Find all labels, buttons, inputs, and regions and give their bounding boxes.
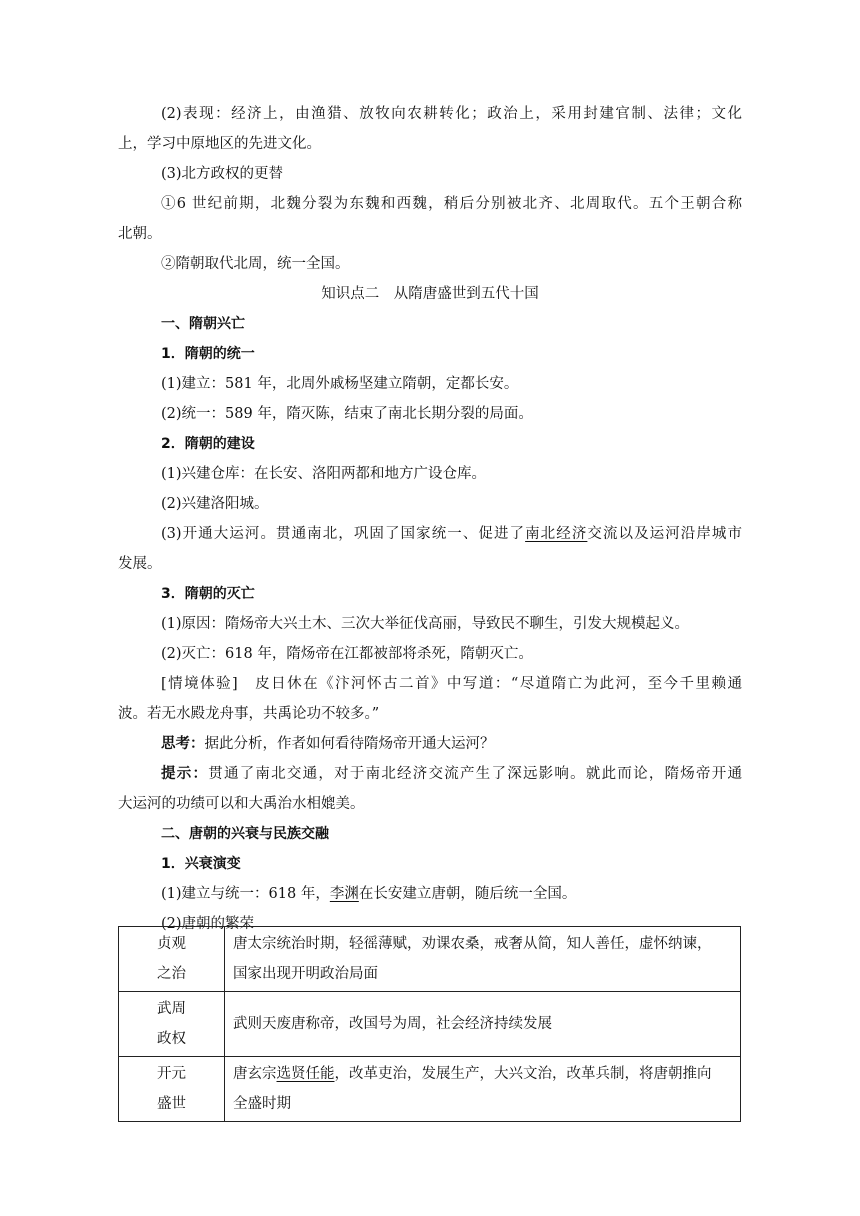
item-grand-canal-line1 <box>161 524 742 544</box>
heading-sui-fall: 3．隋朝的灭亡 <box>161 586 255 602</box>
value-text: ，改革吏治，发展生产，大兴文治，改革兵制，将唐朝推向 <box>334 1066 712 1082</box>
think-question <box>161 734 742 754</box>
table-row <box>119 992 741 1057</box>
canal-text-after: 交流以及运河沿岸城市 <box>587 526 743 542</box>
tang-text-before: (1)建立与统一：618 年， <box>161 886 330 902</box>
key-line: 之治 <box>157 966 186 982</box>
scenario-line2: 波。若无水殿龙舟事，共禹论功不较多。” <box>118 706 380 722</box>
value-line: 国家出现开明政治局面 <box>233 966 378 982</box>
scenario-text: 皮日休在《汴河怀古二首》中写道：“尽道隋亡为此河，至今千里赖通 <box>237 676 742 692</box>
item-demise: (2)灭亡：618 年，隋炀帝在江都被部将杀死，隋朝灭亡。 <box>161 646 533 662</box>
paragraph-north-regime-heading: (3)北方政权的更替 <box>161 166 284 182</box>
tang-text-after: 在长安建立唐朝，随后统一全国。 <box>358 886 577 902</box>
table-value-cell <box>225 992 741 1057</box>
item-cause: (1)原因：隋炀帝大兴土木、三次大举征伐高丽，导致民不聊生，引发大规模起义。 <box>161 616 690 632</box>
heading-evolution: 1．兴衰演变 <box>161 856 241 872</box>
value-line: 武则天废唐称帝，改国号为周，社会经济持续发展 <box>233 1016 552 1032</box>
underlined-term-li-yuan: 李渊 <box>329 886 359 902</box>
item-tang-founding <box>161 884 742 904</box>
scenario-tag: [情境体验] <box>161 676 238 692</box>
key-line: 开元 <box>157 1066 186 1082</box>
paragraph-northern-wei-line2: 北朝。 <box>118 226 162 242</box>
item-unification: (2)统一：589 年，隋灭陈，结束了南北长期分裂的局面。 <box>161 406 533 422</box>
hint-text: 贯通了南北交通，对于南北经济交流产生了深远影响。就此而论，隋炀帝开通 <box>208 766 743 782</box>
item-founding: (1)建立：581 年，北周外戚杨坚建立隋朝，定都长安。 <box>161 376 519 392</box>
value-line <box>233 1059 734 1089</box>
tang-prosperity-table <box>118 926 741 1122</box>
heading-sui-rise-fall: 一、隋朝兴亡 <box>161 316 245 332</box>
table-key-cell <box>119 927 225 992</box>
paragraph-manifestation-line2: 上，学习中原地区的先进文化。 <box>118 136 321 152</box>
key-line: 盛世 <box>157 1096 186 1112</box>
table-key-cell <box>119 1057 225 1122</box>
table-row <box>119 1057 741 1122</box>
section-title: 知识点二 从隋唐盛世到五代十国 <box>321 286 539 302</box>
paragraph-northern-wei-line1: ①6 世纪前期，北魏分裂为东魏和西魏，稍后分别被北齐、北周取代。五个王朝合称 <box>161 196 742 212</box>
item-grand-canal-line2: 发展。 <box>118 556 162 572</box>
hint-line2: 大运河的功绩可以和大禹治水相媲美。 <box>118 796 365 812</box>
value-line: 唐太宗统治时期，轻徭薄赋，劝课农桑，戒奢从简，知人善任，虚怀纳谏， <box>233 936 712 952</box>
underlined-term-north-south-economy: 南北经济 <box>525 526 588 542</box>
key-line: 贞观 <box>157 936 186 952</box>
think-label: 思考： <box>161 736 205 752</box>
think-text: 据此分析，作者如何看待隋炀帝开通大运河？ <box>204 736 495 752</box>
item-tang-prosperity: (2)唐朝的繁荣 <box>161 916 255 932</box>
key-line: 武周 <box>157 1001 186 1017</box>
paragraph-sui-replaces: ②隋朝取代北周，统一全国。 <box>161 256 350 272</box>
table-value-cell <box>225 1057 741 1122</box>
heading-sui-construction: 2．隋朝的建设 <box>161 436 255 452</box>
table-key-cell <box>119 992 225 1057</box>
canal-text-before: (3)开通大运河。贯通南北，巩固了国家统一、促进了 <box>161 526 526 542</box>
table-value-cell <box>225 927 741 992</box>
underlined-term-talent-selection: 选贤任能 <box>276 1066 335 1082</box>
item-granaries: (1)兴建仓库：在长安、洛阳两都和地方广设仓库。 <box>161 466 487 482</box>
item-luoyang: (2)兴建洛阳城。 <box>161 496 269 512</box>
heading-tang-rise-fall: 二、唐朝的兴衰与民族交融 <box>161 826 329 842</box>
value-text: 唐玄宗 <box>233 1066 277 1082</box>
scenario-line1 <box>161 674 742 694</box>
heading-sui-unification: 1．隋朝的统一 <box>161 346 255 362</box>
paragraph-manifestation-line1: (2)表现：经济上，由渔猎、放牧向农耕转化；政治上，采用封建官制、法律；文化 <box>161 106 742 122</box>
hint-label: 提示： <box>161 766 209 782</box>
key-line: 政权 <box>157 1031 186 1047</box>
table-row <box>119 927 741 992</box>
value-line: 全盛时期 <box>233 1096 291 1112</box>
hint-line1 <box>161 764 742 784</box>
